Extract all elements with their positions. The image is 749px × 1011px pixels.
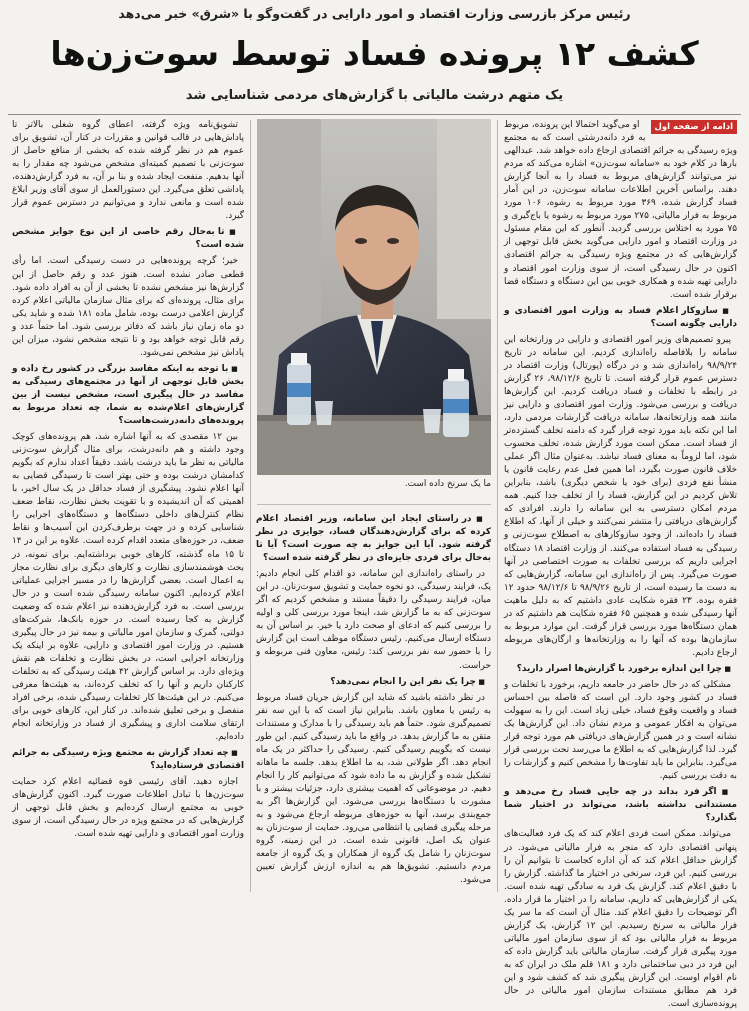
body-paragraph: بین ۱۲ مقصدی که به آنها اشاره شد، هم پرونده‌های کوچک وجود داشته و هم دانه‌درشت، برای مثال گزارش سوت‌زنی مالیاتی به نظر ما باید درشت باشد. دقیقاً اعداد ندارم که بگویم کدامشان درشت بوده و حتی بهتر است تا رسیدگی قضایی به آنها اعلام نشود. پیشگیری از فساد حداقل در یک سال اخیر، با اهمیتی که آن اندیشیده و با تقویت بخش نظارت، نقاط ضعف نظام کنترل‌های داخلی دستگاه‌ها و دستگاه‌های اجرایی را شناسایی کرده و در جهت برطرف‌کردن این آسیب‌ها و نقاط ضعف، در حوزه‌های متعدد اقدام کرده است. علاوه بر این در ۱۴ تا ۱۵ ماه گذشته، کارهای خوبی برداشته‌ایم. برای نمونه، در بحث هوشمندسازی نظارت و کارهای دیگری برای نظارت مجاز به اعمال است. بعضی گزارش‌ها را در مسیر اجرایی عملیاتی اعلام کرده‌ایم. اکنون سامانه رسیدگی شده است و در حال بررسی است. به فرد گزارش‌دهنده نیز اعلام شده که وضعیت گزارش به کجا رسیده است. در حوزه بانک‌ها، شرکت‌های دولتی، گمرک و سازمان امور مالیاتی و بیمه نیز در حال پیگیری هستیم. در وزارت امور اقتصادی و دارایی، علاوه بر اینکه یک وزارتخانه اجرایی است، در بخش نظارت و تخلفات هم نقش ویژه‌ای دارد. بر اساس گزارش ۴۲ هیئت رسیدگی که به تخلفات کارکنان داریم و آنها را که تخلف کرده‌اند، به هیئت‌ها معرفی می‌کنیم. در این هیئت‌ها کار تخلفات رسیدگی شده، برخی افراد منفصل و برخی تعلیق شده‌اند. در کنار این، کارهای خوبی برای ارتقای سلامت اداری و پیشگیری از فساد در وزارتخانه انجام داده‌ایم. [12, 432, 245, 743]
photo-caption: ما یک سرنخ داده است. [257, 478, 491, 505]
interview-question: ■ اگر فرد بداند در چه جایی فساد رخ می‌دهد و مستنداتی نداشته باشد، می‌تواند در اختیار شما بگذارد؟ [504, 786, 737, 825]
body-paragraph: در راستای راه‌اندازی این سامانه، دو اقدام کلی انجام دادیم: یک، فرایند رسیدگی، دو نحوه حمایت و تشویق سوت‌زنان. در این میان، فرایند رسیدگی را دقیقاً مستند و مشخص کردیم که اگر سوت‌زنی که به ما گزارش شد، اینجا مورد بررسی کلی و اولیه را بررسی کنیم که ادعای او صحت دارد یا خیر. بر اساس آن به دستگاه ارسال می‌کنیم. رئیس دستگاه موظف است این گزارش را با حضور سه نفر بررسی کند: رئیس، معاون فنی مربوطه و حراست. [256, 569, 491, 671]
body-paragraph: تشویق‌نامه ویژه گرفته، اعطای گروه شغلی بالاتر تا پاداش‌هایی در قالب قوانین و مقررات در کنار آن، تشویق برای عموم هم در نظر گرفته شده که بخشی از منافع حاصل از سوت‌زنی با تصمیم کمیته‌ای مشخص می‌شود چه مقدار را به آنها بدهیم. منفعت ایجاد شده و بنا بر آن، به فرد گزارش‌دهنده، پاداشی تعلق می‌گیرد. این دستورالعمل از سوی آقای وزیر ابلاغ شده است و مانعی ندارد و می‌توانیم در دسترس عموم قرار گیرد. [12, 120, 244, 222]
interview-question: ■ چرا یک نفر این را انجام نمی‌دهد؟ [256, 676, 491, 689]
interview-question: ■ چرا این اندازه برخورد با گزارش‌ها اصرار دارید؟ [504, 663, 737, 676]
interview-question: ■ سازوکار اعلام فساد به وزارت امور اقتصادی و دارایی چگونه است؟ [504, 305, 737, 331]
body-paragraph: خیر؛ گرچه پرونده‌هایی در دست رسیدگی است. اما رأی قطعی صادر نشده است. هنوز عدد و رقم حاصل از این گزارش‌ها نیز مشخص نشده تا بخشی از آن به افراد داده شود. برای مثال، پرونده‌ای که برای مثال سازمان مالیاتی اعلام کرده گزارش اعلامی درست بوده، شامل ماده ۱۸۱ شده و شاید یکی دو ماه زمان نیاز باشد که دفاتر بررسی شود. اما حتماً عدد و رقم قابل توجه خواهد بود و تا نتیجه مشخص نشود، میزان این پاداش نیز مشخص نمی‌شود. [12, 256, 244, 358]
left-column-body [12, 119, 244, 842]
body-paragraph: مشکلی که در حال حاضر در جامعه داریم، برخورد با تخلفات و فساد در کشور وجود دارد. این است که فاصله بین احساس فساد و واقعیت وقوع فساد، خیلی زیاد است. این را به سهولت می‌توان به افکار عمومی و مردم نشان داد. این گزارش‌ها یک نشانه است و در همین گزارش‌های دریافتی هم مورد توجه قرار گیرد. لذا گزارش‌هایی که به اطلاع ما می‌رسد تحت بررسی قرار می‌گیرد. بنابراین ما باید تفاوت‌ها را مشخص کنیم و گزارشات را به دقت بررسی کنیم. [504, 679, 737, 782]
right-column-body [504, 119, 737, 1011]
middle-column-body [256, 513, 491, 887]
body-paragraph: در نظر داشته باشید که شاید این گزارش جریان فساد مربوط به رئیس یا معاون باشد. بنابراین نیاز است که با این سه نفر تصمیم‌گیری شود. حتماً هم باید رسیدگی را با مدارک و مستندات متقن به ما گزارش بدهد. در واقع ما باید رسیدگی کنیم. این طور نیست که بگوییم رسیدگی کنیم. رسیدگی را حداکثر در یک ماه انجام دهد. اگر طولانی شد، به ما اطلاع بدهد. جلسه ما ماهانه تشکیل شده و گزارش به ما داده شود که می‌توانیم کار را انجام دهیم. در موضوعاتی که اهمیت بیشتری دارد، جزئیات بیشتر و با مشورت با دستگاه‌ها بررسی می‌شود. این گزارش‌ها اگر به جمع‌بندی برسد، آنها به حوزه‌های مربوطه ارجاع می‌شود و به مرحله پیگیری قضایی یا انتظامی می‌رود. حمایت از سوت‌زنان به عنوان یک اصل، قانونی شده است. در این زمینه، گروه سوت‌زنان را شامل یک گروه از همکاران و یک گروه از جامعه مردم دانستیم. تشویق‌ها هم به اندازه ارزش گزارش تعیین می‌شود. [256, 692, 491, 886]
article-kicker: رئیس مرکز بازرسی وزارت اقتصاد و امور دارایی در گفت‌وگو با «شرق» خبر می‌دهد [118, 6, 631, 21]
column-divider-left [250, 120, 251, 892]
interview-question: ■ با توجه به اینکه مفاسد بزرگی در کشور رخ داده و بخش قابل توجهی از آنها در مجتمع‌های رسیدگی به مفاسد در حال پیگیری است، مشخص نیست از بین گزارش‌های اعلام‌شده به شما، چه تعداد مربوط به پرونده‌های دانه‌درشت‌هاست؟ [12, 363, 244, 428]
photo-illustration [257, 119, 491, 475]
top-rule [8, 114, 741, 115]
left-column [12, 119, 244, 891]
body-paragraph: پیرو تصمیم‌های وزیر امور اقتصادی و دارایی در وزارتخانه این سامانه را بلافاصله راه‌اندازی کردیم. این سامانه در تاریخ ۹۸/۹/۲۴ راه‌اندازی شد و در درگاه (پورتال) وزارت اقتصاد در دسترس عموم قرار گرفته است. تا تاریخ ۹۸/۱۲/۶، ۲۶ گزارش در رابطه با تخلفات و فساد دریافت کردیم. این گزارش‌ها دریافت و بررسی می‌شود. وزارت امور اقتصادی و دارایی نیز مانند همه وزارتخانه‌ها، سامانه دریافت گزارشات مردمی دارد، اما این نکته باید مورد توجه قرار گیرد که دامنه تخلف گسترده‌تر از فساد است. ممکن است مورد گزارش شده، تخلف محسوب شود، اما لزوماً به معنای فساد نباشد. به‌عنوان مثال اگر عملی خلاف قانون صورت بگیرد، اما همین فعل عدم رعایت قانون یا منشأ نفع فردی (برای خود یا شخص دیگری) باشد، بنابراین تلاش کردیم در این گزارش، فساد را از تخلف جدا کنیم. همه مردم امکان دسترسی به این سامانه را دارند. افرادی که گزارش‌های دریافتی را منتشر نمی‌کنند و خیلی از آنها، که اطلاع فساد را داده‌اند، از وجود سازوکارهای به اصطلاح سوت‌زنی و رسیدگی به فساد استفاده می‌کنند. از وزارت اقتصاد ۱۸ دستگاه اجرایی داریم که بررسی تخلفات به صورت اختصاصی در آنها صورت می‌گیرد. پس از راه‌اندازی این سامانه، گزارش‌هایی که به دست ما رسیده است، از تاریخ ۹۸/۹/۲۶ تا ۹۸/۱۲/۶ حدود ۱۲ فقره بوده. ۲۳ فقره شکایت عادی داشتیم که به دلیل ماهیت آنها رسیدگی شده و همچنین ۶۵ فقره شکایت هم داشتیم که در همان دستگاه‌ها مورد بررسی قرار گرفت. این موارد مربوط به سازمان‌ها بوده که آنها را به وزارتخانه‌ها و ارگان‌های مربوطه ارجاع دادیم. [504, 334, 738, 658]
column-divider-right [497, 120, 498, 892]
middle-column [256, 510, 491, 891]
continued-tag: ادامه از صفحه اول [651, 120, 737, 134]
article-headline: کشف ۱۲ پرونده فساد توسط سوت‌زن‌ها [50, 34, 699, 73]
interview-question: ■ در راستای ایجاد این سامانه، وزیر اقتصاد اعلام کرده که برای گزارش‌دهندگان فساد، جوایزی در نظر گرفته شود. آیا این جوایز به چه صورت است؟ آیا تا به‌حال برای فردی جایزه‌ای در نظر گرفته شده است؟ [256, 513, 491, 565]
right-column [504, 119, 738, 1010]
body-paragraph: اجازه دهید. آقای رئیسی قوه قضائیه اعلام کرد حمایت سوت‌زن‌ها با تبادل اطلاعات صورت گیرد. اکنون گزارش‌های خوبی به مجتمع ارسال کرده‌ایم و بخش قابل توجهی از گزارش‌هایی که در مجتمع ویژه در حال رسیدگی است، از سوی وزارت امور اقتصادی و دارایی تهیه شده است. [12, 777, 244, 840]
interview-photo [257, 119, 491, 475]
interview-question: ■ تا به‌حال رقم خاصی از این نوع جوایز مشخص شده است؟ [12, 226, 244, 252]
article-subhead: یک متهم درشت مالیاتی با گزارش‌های مردمی شناسایی شد [185, 88, 564, 103]
interview-question: ■ چه تعداد گزارش به مجتمع ویژه رسیدگی به جرائم اقتصادی فرستاده‌اید؟ [12, 747, 244, 773]
body-paragraph: او می‌گوید احتمالا این پرونده، مربوط به فرد دانه‌درشتی است که به مجتمع ویژه رسیدگی به جرائم اقتصادی ارجاع داده خواهد شد. عبدالهی بارها در کلام خود به «سامانه سوت‌زن» اشاره می‌کند که مردم نیز می‌توانند گزارش‌های مربوط به فساد را به آنجا گزارش دهند. براساس آخرین اطلاعات سامانه سوت‌زن، در این آمار فساد گزارش شده، ۳۶۹ مورد مربوط به رشوه، ۱۰۶ مورد مربوط به فرار مالیاتی، ۲۷۵ مورد مربوط به رشوه یا باج‌گیری و ۷۵ مورد به اختلاس بررسی گردید. آنطور که این مقام مسئول در وزارت اقتصاد و امور دارایی می‌گوید بخش قابل توجهی از گزارش‌هایی که در مجتمع ویژه رسیدگی به جرائم اقتصادی اکنون در حال رسیدگی است، از سوی وزارت امور اقتصاد و دارایی تهیه شده و همکاری خوبی بین این دستگاه و دستگاه قضا برقرار شده است. [504, 120, 737, 300]
body-paragraph: می‌تواند. ممکن است فردی اعلام کند که یک فرد فعالیت‌های پنهانی اقتصادی دارد که منجر به فرار مالیاتی می‌شود. در گزارش حداقل اعلام کند که آن اداره کجاست تا بتوانیم آن را بررسی کنیم. این فرد، سرنخی در اختیار ما گذاشته. گزارش را با دقیق اعلام کند. گزارش یک فرد به سادگی تهیه شده است. یکی از گزارش‌هایی که داریم، سامانه را در اختیار ما قرار داده. اگر توضیحات را دقیق اعلام کند. مثال آن است که ما سر یک فرار مالیاتی به سرنخ رسیدیم. این ۱۲ گزارش، یک گزارش مربوط به فرار مالیاتی بود که از سوی سازمان امور مالیاتی مورد پیگیری قرار گرفت. سازمان مالیاتی باید گزارش داده که این فرد در دبی ساختمانی دارد و ۱۸۱ قلم ملک در ایران که به نام اقوام اوست. این گزارش پیگیری شد که کشف شود و این فرد هم مطابق مستندات سازمان امور مالیاتی در حال پرونده‌سازی است. [504, 829, 737, 1010]
